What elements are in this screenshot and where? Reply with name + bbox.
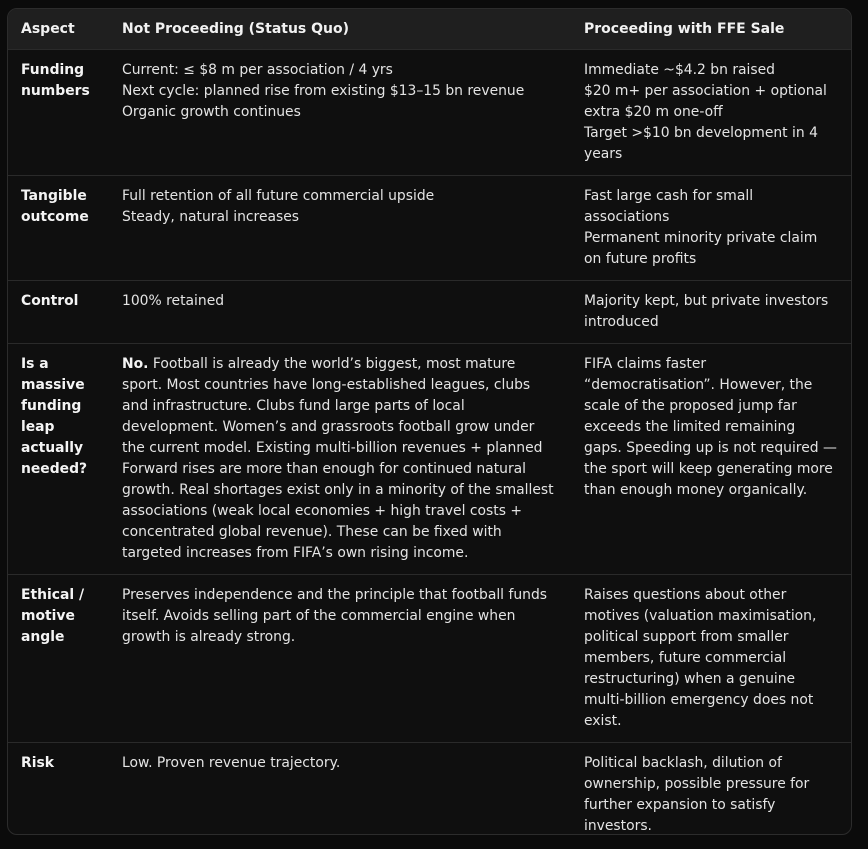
cell-line: FIFA claims faster “democratisation”. However, the scale of the proposed jump far exceeds the limited remaining gaps. Speeding up is not required — the sport will keep generating more than enough money organically. [584,356,837,498]
comparison-table-container [7,8,852,835]
cell-line: Steady, natural increases [122,209,300,225]
aspect-cell: Risk [8,743,114,836]
proceeding-cell [576,743,851,836]
cell-line: Raises questions about other motives (valuation maximisation, political support from smaller members, future commercial restructuring) when a genuine multi-billion emergency does not exist. [584,587,817,729]
table-header-row [8,9,851,50]
proceeding-cell [576,281,851,344]
proceeding-cell [576,344,851,575]
not-proceeding-cell [114,575,576,743]
table-row-funding-numbers [8,50,851,176]
not-proceeding-cell [114,281,576,344]
comparison-table [8,9,851,835]
cell-line: Political backlash, dilution of ownership, possible pressure for further expansion to satisfy investors. [584,755,810,834]
cell-line: Full retention of all future commercial upside [122,188,435,204]
cell-line: Organic growth continues [122,104,301,120]
proceeding-cell [576,50,851,176]
table-row-control [8,281,851,344]
not-proceeding-cell [114,344,576,575]
aspect-cell: Is a massive funding leap actually needed? [8,344,114,575]
header-not-proceeding: Not Proceeding (Status Quo) [122,21,350,37]
table-row-risk [8,743,851,836]
not-proceeding-cell [114,176,576,281]
cell-line: Preserves independence and the principle that football funds itself. Avoids selling part of the commercial engine when growth is already strong. [122,587,548,645]
aspect-cell: Ethical / motive angle [8,575,114,743]
aspect-cell: Control [8,281,114,344]
aspect-cell: Tangible outcome [8,176,114,281]
not-proceeding-cell [114,50,576,176]
aspect-cell: Funding numbers [8,50,114,176]
cell-line: $20 m+ per association + optional extra $20 m one-off [584,83,827,120]
cell-line: 100% retained [122,293,225,309]
table-row-funding-leap [8,344,851,575]
header-aspect: Aspect [21,21,75,37]
cell-line: Fast large cash for small associations [584,188,754,225]
cell-line: Next cycle: planned rise from existing $13–15 bn revenue [122,83,525,99]
header-proceeding: Proceeding with FFE Sale [584,21,785,37]
cell-line: Low. Proven revenue trajectory. [122,755,341,771]
proceeding-cell [576,575,851,743]
cell-line: Current: ≤ $8 m per association / 4 yrs [122,62,393,78]
cell-line: Permanent minority private claim on future profits [584,230,818,267]
cell-lead-text: No. [122,356,149,372]
table-row-ethical-motive [8,575,851,743]
proceeding-cell [576,176,851,281]
table-row-tangible-outcome [8,176,851,281]
cell-line: Immediate ~$4.2 bn raised [584,62,776,78]
cell-line: Target >$10 bn development in 4 years [584,125,818,162]
not-proceeding-cell [114,743,576,836]
cell-line: Majority kept, but private investors introduced [584,293,829,330]
cell-body-text: Football is already the world’s biggest, most mature sport. Most countries have long-established leagues, clubs and infrastructure. Clubs fund large parts of local development. Women’s and grassroots football grow under the current model. Existing multi-billion revenues + planned Forward rises are more than enough for continued natural growth. Real shortages exist only in a minority of the smallest associations (weak local economies + high travel costs + concentrated global revenue). These can be fixed with targeted increases from FIFA’s own rising income. [122,356,554,561]
